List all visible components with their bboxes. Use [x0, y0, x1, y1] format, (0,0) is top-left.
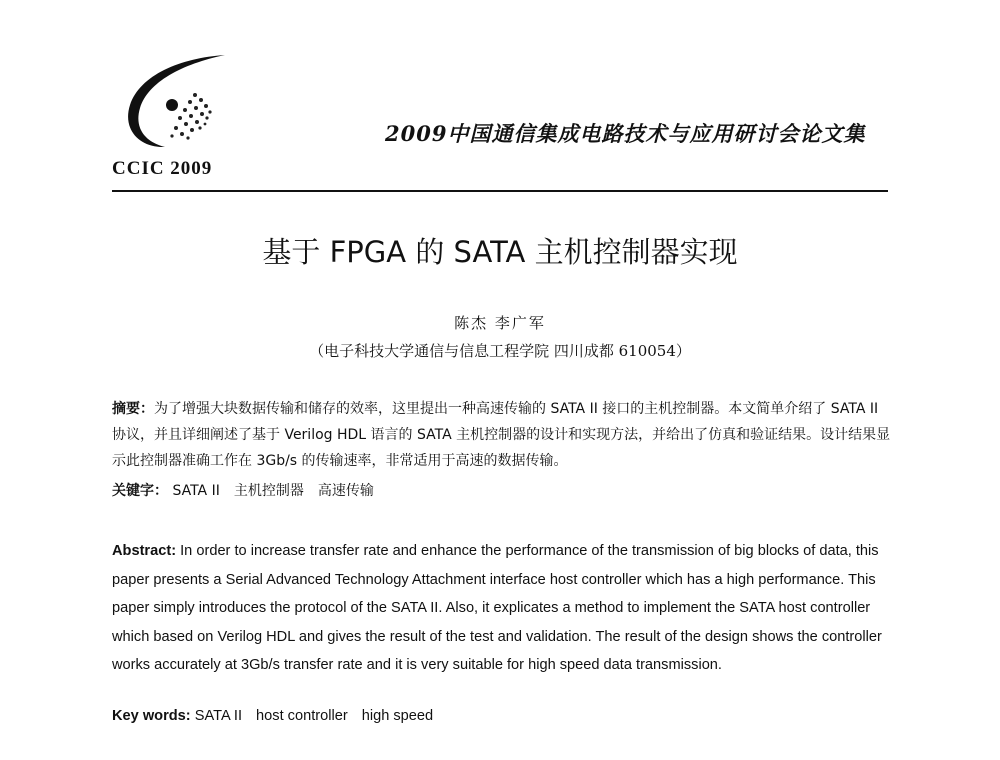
- english-abstract-label: Abstract:: [112, 543, 177, 559]
- english-keywords: [112, 708, 892, 724]
- chinese-abstract-label: 摘要：: [112, 401, 154, 417]
- chinese-abstract: [112, 396, 892, 474]
- chinese-abstract-text: 为了增强大块数据传输和储存的效率，这里提出一种高速传输的 SATA II 接口的主机控制器。本文简单介绍了 SATA II 协议，并且详细阐述了基于 Verilog HDL 语言的 SATA 主机控制器的设计和实现方法，并给出了仿真和验证结果。设计结果显示此控制器准确工作在 3Gb/s 的传输速率，非常适用于高速的数据传输。: [112, 401, 891, 469]
- header-divider: [112, 190, 888, 192]
- paper-authors: 陈杰 李广军: [454, 314, 546, 332]
- ccic-logo: [110, 50, 240, 155]
- english-keyword: high speed: [361, 708, 434, 724]
- english-keywords-label: Key words:: [112, 708, 191, 724]
- logo-text: CCIC 2009: [112, 158, 213, 179]
- english-keyword: host controller: [256, 708, 348, 724]
- conference-name: 2009中国通信集成电路技术与应用研讨会论文集: [385, 121, 866, 146]
- english-abstract-text: In order to increase transfer rate and enhance the performance of the transmission of big blocks of data, this paper presents a Serial Advanced Technology Attachment interface host controller which has a high performance. This paper simply introduces the protocol of the SATA II. Also, it explicates a method to implement the SATA host controller which based on Verilog HDL and gives the result of the test and validation. The result of the design shows the controller works accurately at 3Gb/s transfer rate and it is very suitable for high speed data transmission.: [112, 543, 882, 673]
- chinese-keywords: [112, 480, 892, 500]
- chinese-keyword: 高速传输: [317, 483, 374, 499]
- ccic-logo-graphic: [110, 50, 240, 155]
- paper-title: 基于 FPGA 的 SATA 主机控制器实现: [262, 235, 738, 269]
- chinese-keyword: 主机控制器: [233, 483, 304, 499]
- english-abstract: [112, 537, 902, 680]
- english-keyword: SATA II: [194, 708, 243, 724]
- chinese-keyword: SATA II: [172, 483, 220, 499]
- chinese-keywords-label: 关键字：: [112, 483, 168, 499]
- paper-affiliation: （电子科技大学通信与信息工程学院 四川成都 610054）: [309, 342, 691, 360]
